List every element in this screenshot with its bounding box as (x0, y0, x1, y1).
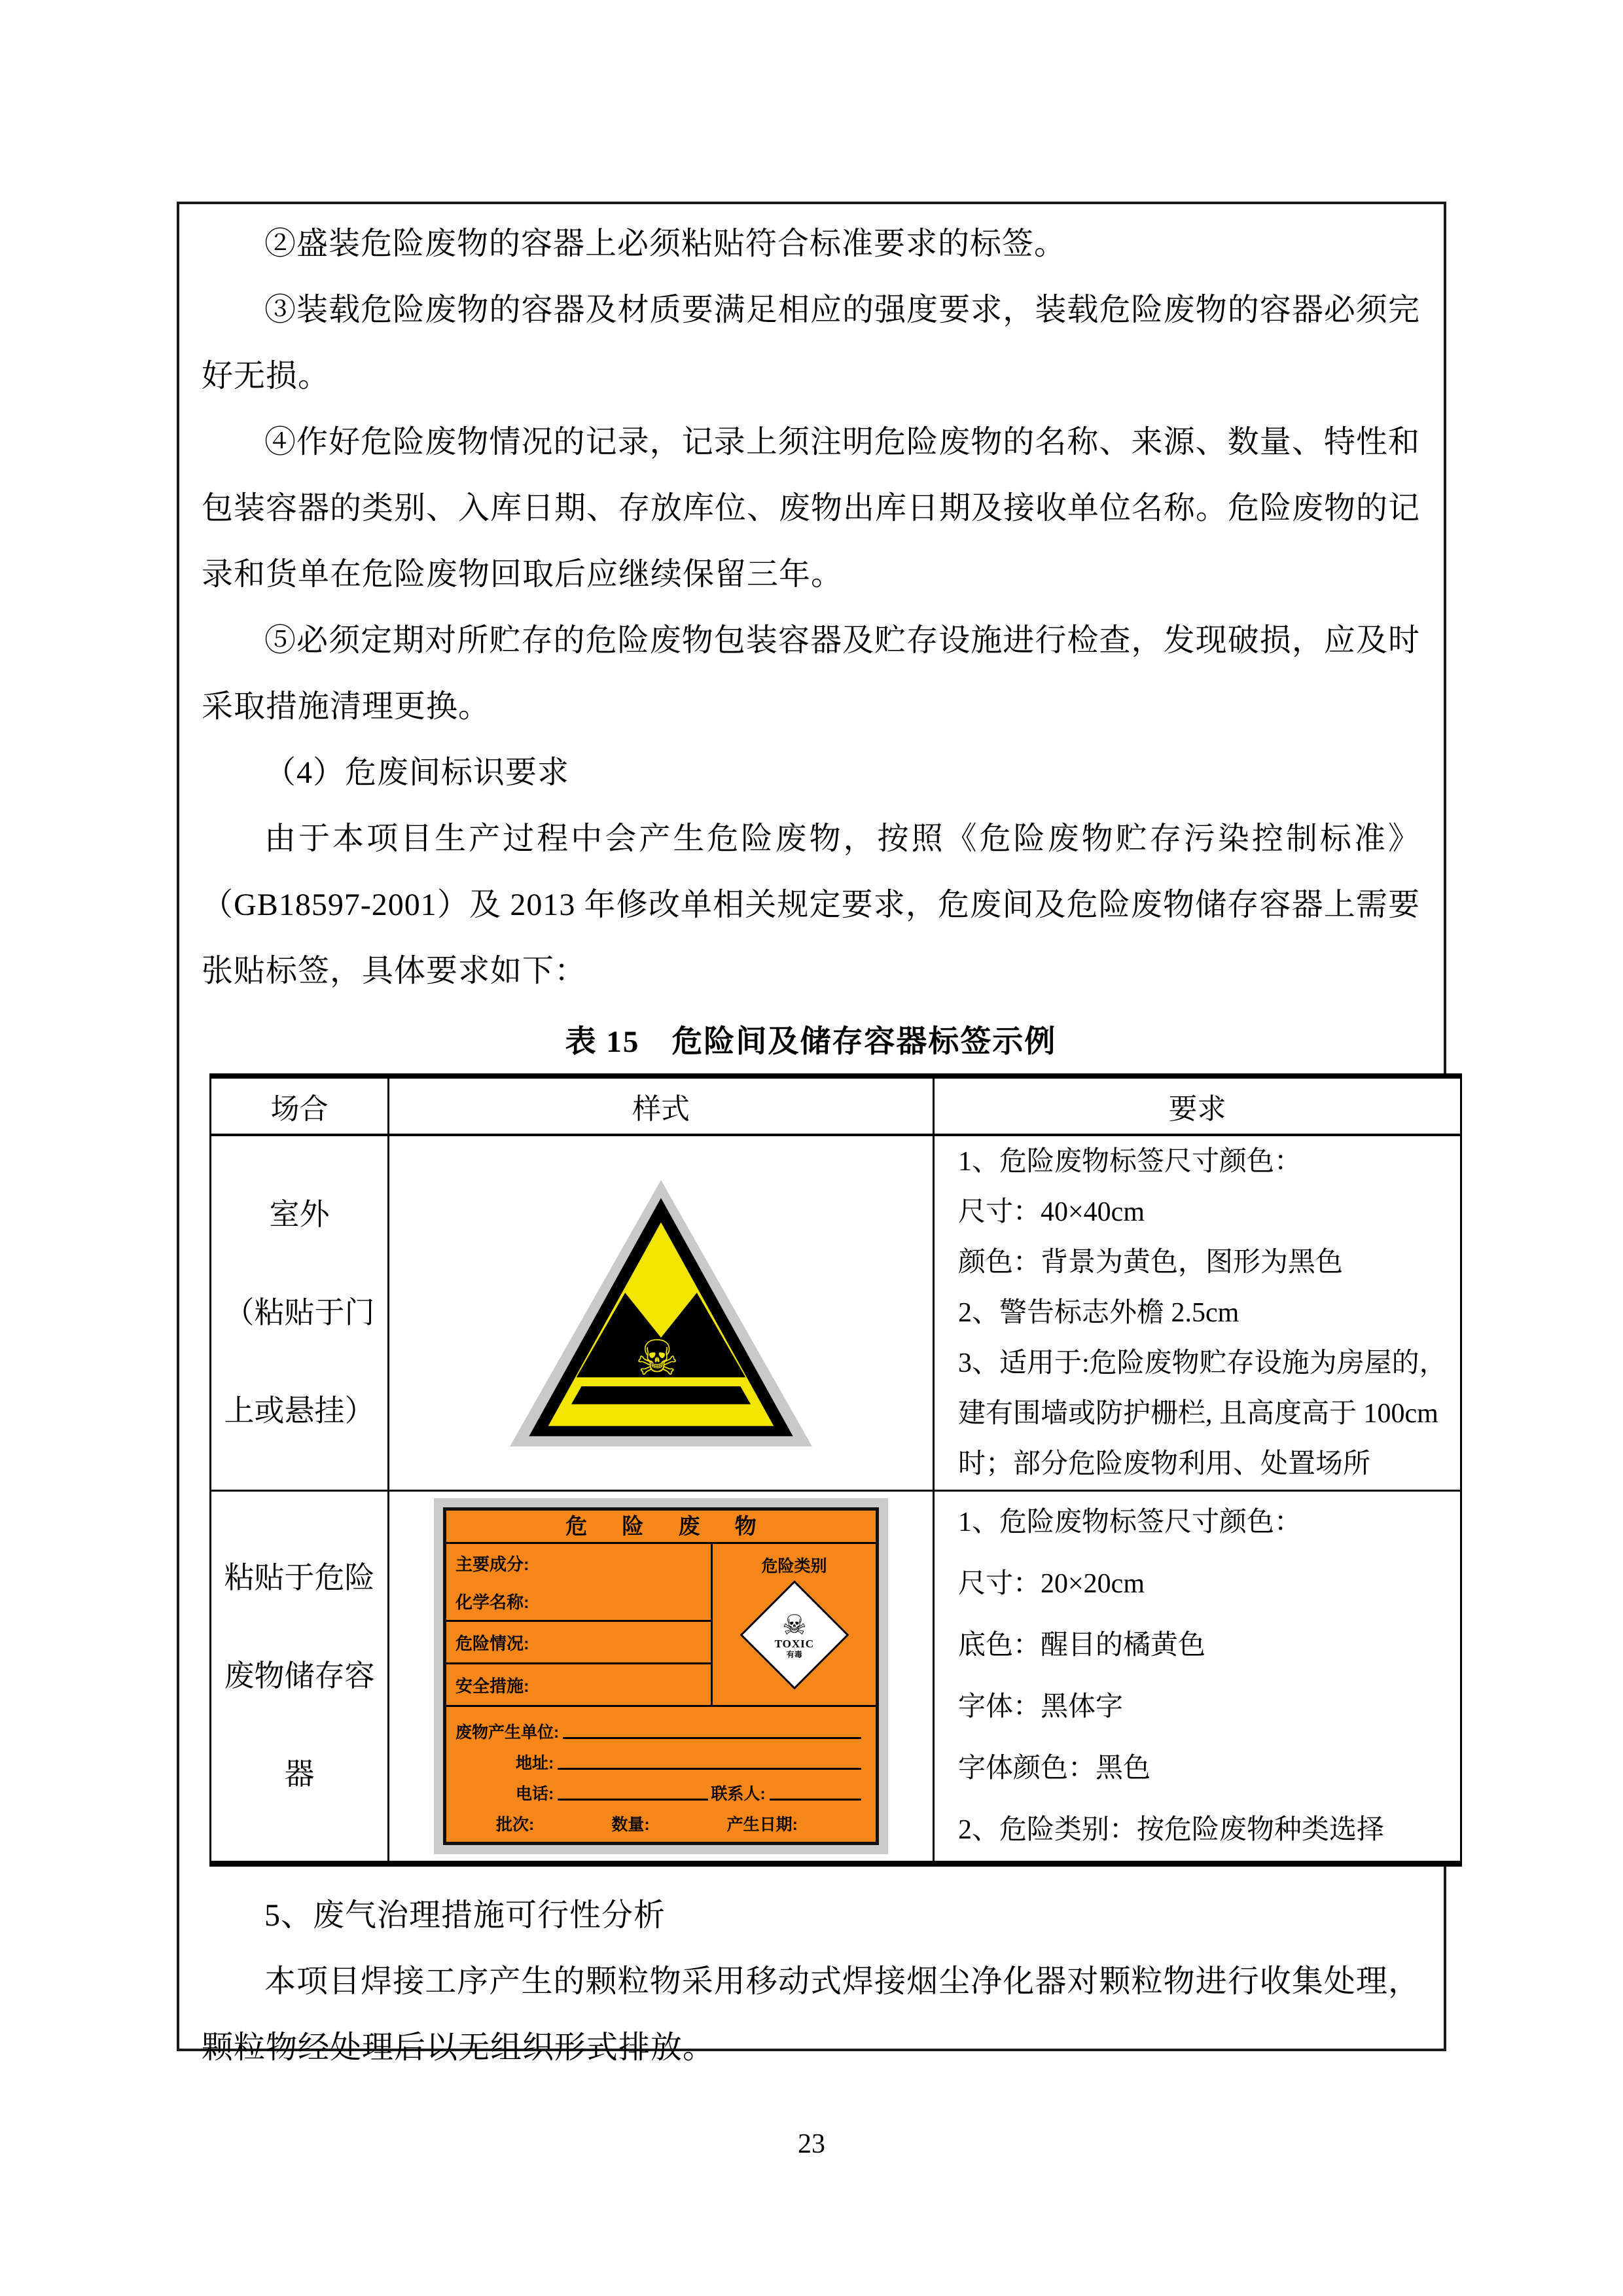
toxic-subtext: 有毒 (786, 1649, 802, 1659)
requirement-line: 1、危险废物标签尺寸颜色： (958, 1507, 1302, 1537)
body-text-line: （GB18597-2001）及 2013 年修改单相关规定要求，危废间及危险废物储存容器上需要 (202, 888, 1420, 922)
requirement-line: 底色：醒目的橘黄色 (958, 1630, 1206, 1660)
body-text-line: 颗粒物经处理后以无组织形式排放。 (202, 2030, 715, 2065)
body-text-line: ③装载危险废物的容器及材质要满足相应的强度要求，装载危险废物的容器必须完 (264, 293, 1420, 327)
field-safety-measures: 安全措施: (455, 1676, 529, 1696)
field-phone: 电话: (516, 1785, 554, 1803)
body-text-line: ⑤必须定期对所贮存的危险废物包装容器及贮存设施进行检查，发现破损，应及时 (264, 623, 1420, 658)
skull-crossbones-icon: ☠ (635, 1329, 679, 1386)
scene-line: 室外 (269, 1198, 330, 1231)
requirement-line: 建有围墙或防护栅栏, 且高度高于 100cm (958, 1398, 1438, 1429)
field-main-component: 主要成分: (455, 1554, 529, 1574)
body-text-line: ②盛装危险废物的容器上必须粘贴符合标准要求的标签。 (264, 226, 1067, 261)
blank-underline (558, 1780, 708, 1801)
requirements-cell (935, 1492, 1460, 1861)
page-border-box (177, 202, 1447, 2065)
page-number: 23 (798, 2129, 825, 2159)
field-producer: 废物产生单位: (455, 1723, 560, 1742)
requirement-line: 时；部分危险废物利用、处置场所 (958, 1448, 1371, 1479)
scene-line: （粘贴于门 (224, 1296, 375, 1329)
field-batch: 批次: (496, 1816, 535, 1834)
label-example-table (209, 1073, 1462, 1867)
field-quantity: 数量: (611, 1816, 650, 1834)
scene-line: 器 (284, 1757, 315, 1791)
table-header-row (211, 1079, 1460, 1136)
requirement-line: 2、危险类别：按危险废物种类选择 (958, 1815, 1385, 1845)
field-chemical-name: 化学名称: (446, 1582, 711, 1622)
requirements-cell (935, 1136, 1460, 1490)
section-heading: 5、废气治理措施可行性分析 (264, 1898, 666, 1933)
warning-triangle-icon (507, 1177, 815, 1449)
hazard-label-frame (434, 1498, 888, 1854)
field-address: 地址: (516, 1754, 554, 1772)
scene-line: 废物储存容 (224, 1659, 375, 1693)
requirement-line: 字体：黑体字 (958, 1692, 1124, 1722)
style-cell-hazard-label (389, 1492, 935, 1861)
style-cell-warning-sign (389, 1136, 935, 1490)
body-text-line: 由于本项目生产过程中会产生危险废物，按照《危险废物贮存污染控制标准》 (264, 821, 1420, 856)
hazardous-waste-label (443, 1507, 879, 1845)
hazard-label-title: 危 险 废 物 (446, 1511, 876, 1544)
requirement-line: 2、警告标志外檐 2.5cm (958, 1297, 1240, 1328)
blank-underline (558, 1749, 861, 1770)
scene-line: 粘贴于危险 (224, 1561, 375, 1594)
scene-cell-container (211, 1492, 389, 1861)
requirement-line: 1、危险废物标签尺寸颜色： (958, 1146, 1302, 1177)
blank-underline (770, 1780, 861, 1801)
table-row (211, 1136, 1460, 1492)
blank-underline (563, 1719, 861, 1739)
section-heading: （4）危废间标识要求 (264, 755, 570, 790)
requirement-line: 颜色：背景为黄色，图形为黑色 (958, 1247, 1344, 1278)
requirement-line: 尺寸：20×20cm (958, 1569, 1145, 1599)
table-row (211, 1492, 1460, 1861)
body-text-line: 录和货单在危险废物回取后应继续保留三年。 (202, 557, 844, 592)
header-cell-requirement: 要求 (1168, 1093, 1226, 1125)
body-text-line: 张贴标签，具体要求如下： (202, 954, 587, 988)
scene-cell-outdoor (211, 1136, 389, 1490)
hazard-category-label: 危险类别 (761, 1557, 827, 1575)
requirement-line: 3、适用于:危险废物贮存设施为房屋的， (958, 1348, 1447, 1378)
body-text-line: 采取措施清理更换。 (202, 689, 491, 724)
bottom-bar (571, 1386, 751, 1404)
header-cell-scene: 场合 (211, 1079, 389, 1134)
toxic-diamond-icon (740, 1581, 849, 1690)
body-text-line: 包装容器的类别、入库日期、存放库位、废物出库日期及接收单位名称。危险废物的记 (202, 491, 1421, 526)
field-contact: 联系人: (711, 1785, 766, 1803)
body-text-line: 好无损。 (202, 359, 330, 393)
header-cell-style: 样式 (389, 1079, 935, 1134)
scene-line: 上或悬挂） (224, 1394, 375, 1427)
body-text-line: 本项目焊接工序产生的颗粒物采用移动式焊接烟尘净化器对颗粒物进行收集处理， (264, 1964, 1420, 1999)
requirement-line: 字体颜色：黑色 (958, 1753, 1151, 1784)
skull-crossbones-icon: ☠ (781, 1608, 807, 1641)
table-title: 表 15 危险间及储存容器标签示例 (565, 1025, 1057, 1059)
body-text-line: ④作好危险废物情况的记录，记录上须注明危险废物的名称、来源、数量、特性和 (264, 425, 1420, 459)
requirement-line: 尺寸：40×40cm (958, 1196, 1145, 1227)
field-date: 产生日期: (726, 1816, 798, 1834)
field-danger-situation: 危险情况: (446, 1622, 711, 1664)
toxic-text: TOXIC (774, 1637, 814, 1650)
